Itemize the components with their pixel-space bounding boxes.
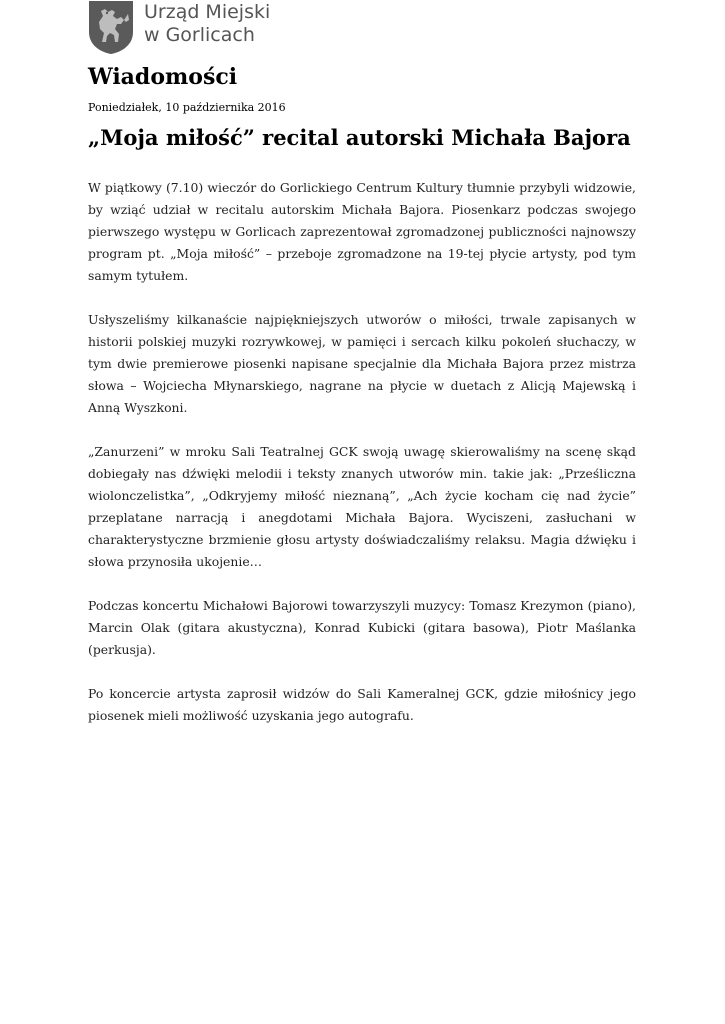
article-paragraph: „Zanurzeni” w mroku Sali Teatralnej GCK swoją uwagę skierowaliśmy na scenę skąd dobiegały nas dźwięki melodii i teksty znanych utworów min. takie jak: „Prześliczna wiolonczelistka”, „Odkryjemy miłość nieznaną”, „Ach życie kocham cię nad życie” przeplatane narracją i anegdotami Michała Bajora. Wyciszeni, zasłuchani w charakterystyczne brzmienie głosu artysty doświadczaliśmy relaksu. Magia dźwięku i słowa przynosiła ukojenie… <box>88 444 636 569</box>
section-title: Wiadomości <box>88 64 238 90</box>
coat-of-arms-icon <box>88 0 134 54</box>
logo-line-1: Urząd Miejski <box>144 1 271 23</box>
site-logo[interactable] <box>88 0 270 56</box>
publication-date: Poniedziałek, 10 października 2016 <box>88 101 286 114</box>
logo-line-2: w Gorlicach <box>144 24 255 46</box>
article-body <box>88 177 636 749</box>
article-paragraph: Po koncercie artysta zaprosił widzów do Sali Kameralnej GCK, gdzie miłośnicy jego piosenek mieli możliwość uzyskania jego autografu. <box>88 686 636 723</box>
article-paragraph: Podczas koncertu Michałowi Bajorowi towarzyszyli muzycy: Tomasz Krezymon (piano), Marcin Olak (gitara akustyczna), Konrad Kubicki (gitara basowa), Piotr Maślanka (perkusja). <box>88 598 636 657</box>
logo-text <box>144 1 270 47</box>
article-title: „Moja miłość” recital autorski Michała Bajora <box>88 125 631 150</box>
article-paragraph: Usłyszeliśmy kilkanaście najpiękniejszych utworów o miłości, trwale zapisanych w historii polskiej muzyki rozrywkowej, w pamięci i sercach kilku pokoleń słuchaczy, w tym dwie premierowe piosenki napisane specjalnie dla Michała Bajora przez mistrza słowa – Wojciecha Młynarskiego, nagrane na płycie w duetach z Alicją Majewską i Anną Wyszkoni. <box>88 312 636 415</box>
article-paragraph: W piątkowy (7.10) wieczór do Gorlickiego Centrum Kultury tłumnie przybyli widzowie, by wziąć udział w recitalu autorskim Michała Bajora. Piosenkarz podczas swojego pierwszego występu w Gorlicach zaprezentował zgromadzonej publiczności najnowszy program pt. „Moja miłość” – przeboje zgromadzone na 19-tej płycie artysty, pod tym samym tytułem. <box>88 180 636 283</box>
